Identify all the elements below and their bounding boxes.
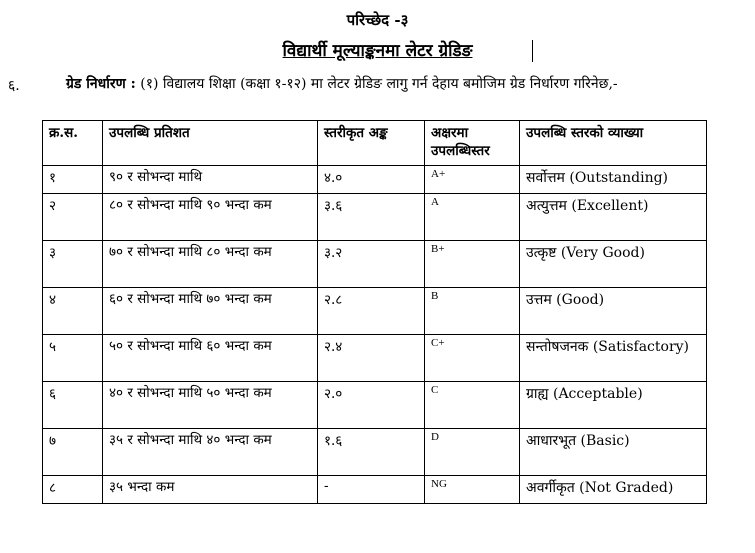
table-row (43, 288, 707, 335)
cell-percentage: ७० र सोभन्दा माथि ८० भन्दा कम (103, 241, 318, 288)
cell-serial: ४ (43, 288, 103, 335)
cell-letter-grade: B+ (425, 241, 520, 288)
table-row (43, 429, 707, 476)
cell-percentage: ६० र सोभन्दा माथि ७० भन्दा कम (103, 288, 318, 335)
cell-percentage: ५० र सोभन्दा माथि ६० भन्दा कम (103, 335, 318, 382)
cell-description: सन्तोषजनक (Satisfactory) (520, 335, 707, 382)
paragraph (66, 73, 726, 95)
cell-letter-grade: A+ (425, 166, 520, 194)
cell-grade-point: - (318, 476, 425, 504)
cell-grade-point: २.८ (318, 288, 425, 335)
cell-letter-grade: C+ (425, 335, 520, 382)
cell-description: उत्तम (Good) (520, 288, 707, 335)
cell-percentage: ४० र सोभन्दा माथि ५० भन्दा कम (103, 382, 318, 429)
header-grade-point: स्तरीकृत अङ्क (318, 121, 425, 166)
cell-letter-grade: A (425, 194, 520, 241)
cell-grade-point: २.० (318, 382, 425, 429)
cell-description: ग्राह्य (Acceptable) (520, 382, 707, 429)
cell-serial: १ (43, 166, 103, 194)
cell-serial: ७ (43, 429, 103, 476)
table-row (43, 241, 707, 288)
text-cursor (532, 40, 533, 62)
table-row (43, 476, 707, 504)
table-row (43, 194, 707, 241)
grading-table (42, 120, 707, 504)
cell-serial: २ (43, 194, 103, 241)
header-serial: क्र.स. (43, 121, 103, 166)
cell-grade-point: १.६ (318, 429, 425, 476)
cell-description: उत्कृष्ट (Very Good) (520, 241, 707, 288)
cell-grade-point: ३.२ (318, 241, 425, 288)
page-title: विद्यार्थी मूल्याङ्कनमा लेटर ग्रेडिङ (282, 41, 473, 61)
table-row (43, 166, 707, 194)
header-description: उपलब्धि स्तरको व्याख्या (520, 121, 707, 166)
cell-description: अवर्गीकृत (Not Graded) (520, 476, 707, 504)
cell-percentage: ८० र सोभन्दा माथि ९० भन्दा कम (103, 194, 318, 241)
cell-percentage: ३५ र सोभन्दा माथि ४० भन्दा कम (103, 429, 318, 476)
table-row (43, 335, 707, 382)
cell-letter-grade: B (425, 288, 520, 335)
cell-percentage: ३५ भन्दा कम (103, 476, 318, 504)
header-percentage: उपलब्धि प्रतिशत (103, 121, 318, 166)
table-header-row (43, 121, 707, 166)
cell-grade-point: ४.० (318, 166, 425, 194)
cell-description: आधारभूत (Basic) (520, 429, 707, 476)
cell-grade-point: २.४ (318, 335, 425, 382)
cell-serial: ६ (43, 382, 103, 429)
cell-serial: ८ (43, 476, 103, 504)
paragraph-heading: ग्रेड निर्धारण : (66, 76, 136, 92)
cell-grade-point: ३.६ (318, 194, 425, 241)
cell-description: सर्वोत्तम (Outstanding) (520, 166, 707, 194)
paragraph-text: (१) विद्यालय शिक्षा (कक्षा १-१२) मा लेटर ग्रेडिङ लागु गर्न देहाय बमोजिम ग्रेड निर्धारण गरिनेछ,- (140, 76, 618, 92)
paragraph-number: ६. (8, 78, 20, 94)
cell-letter-grade: NG (425, 476, 520, 504)
table-row (43, 382, 707, 429)
chapter-heading: परिच्छेद -३ (346, 11, 409, 29)
cell-letter-grade: C (425, 382, 520, 429)
cell-serial: ५ (43, 335, 103, 382)
cell-percentage: ९० र सोभन्दा माथि (103, 166, 318, 194)
cell-serial: ३ (43, 241, 103, 288)
cell-letter-grade: D (425, 429, 520, 476)
header-letter-grade: अक्षरमा उपलब्धिस्तर (425, 121, 520, 166)
cell-description: अत्युत्तम (Excellent) (520, 194, 707, 241)
